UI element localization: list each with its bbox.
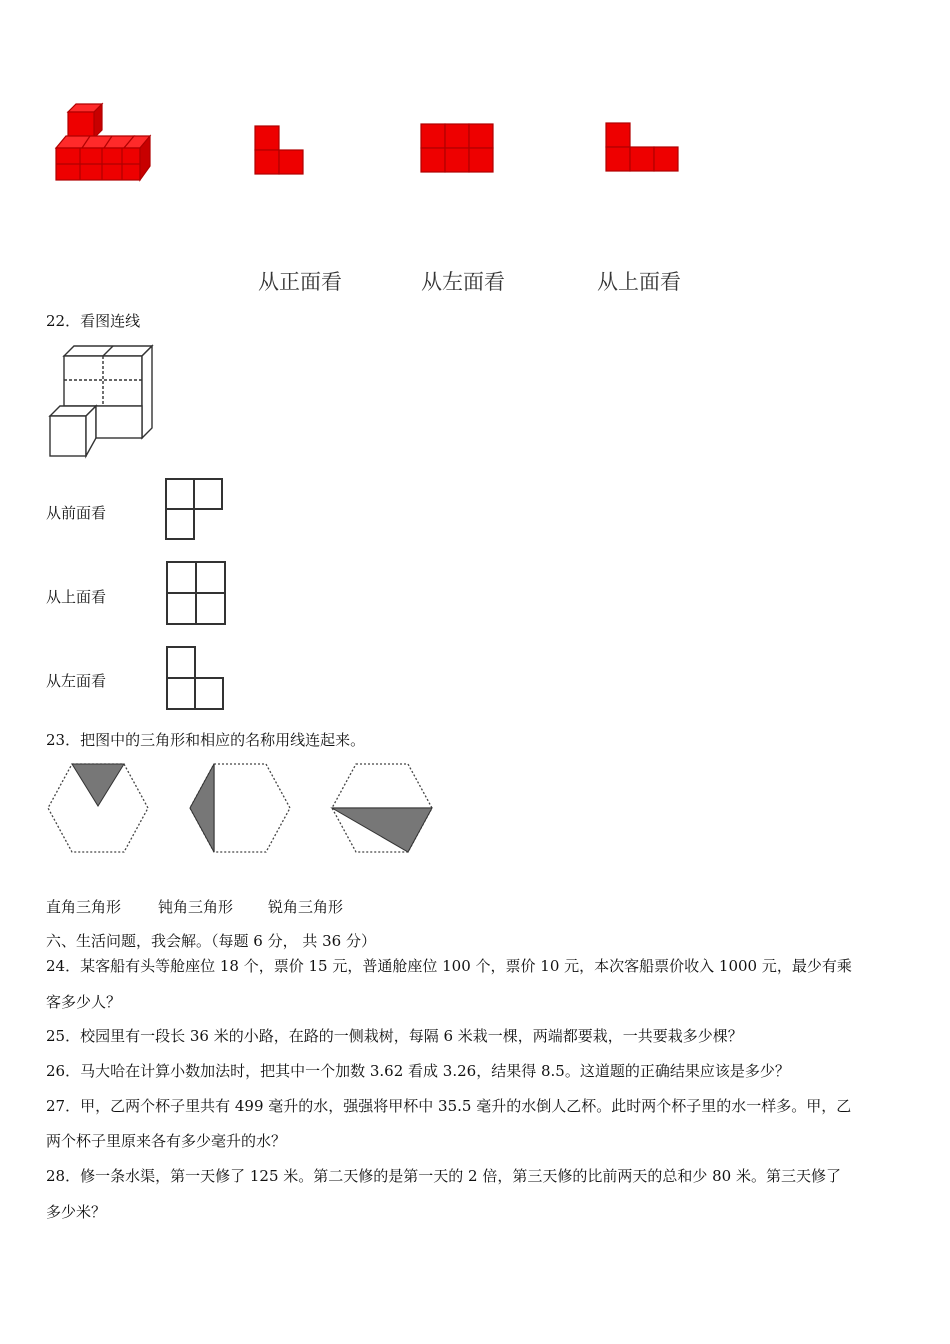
red-cube-3d-figure [50, 108, 150, 184]
q25: 25．校园里有一段长 36 米的小路，在路的一侧栽树，每隔 6 米栽一棵，两端都要栽，一共要栽多少棵？ [46, 1027, 743, 1045]
q24-line-1: 24．某客船有头等舱座位 18 个，票价 15 元，普通舱座位 100 个，票价 10 元，本次客船票价收入 1000 元，最少有乘 [46, 957, 852, 975]
hexagon-2 [188, 762, 292, 854]
label-top-view: 从上面看 [597, 270, 681, 294]
q27-line-1: 27．甲，乙两个杯子里共有 499 毫升的水，强强将甲杯中 35.5 毫升的水倒人乙杯。此时两个杯子里的水一样多。甲，乙 [46, 1097, 852, 1115]
q23-title: 23．把图中的三角形和相应的名称用线连起来。 [46, 731, 366, 749]
q22-title: 22．看图连线 [46, 312, 141, 330]
q28-line-1: 28．修一条水渠，第一天修了 125 米。第二天修的是第一天的 2 倍，第三天修的比前两天的总和少 80 米。第三天修了 [46, 1167, 841, 1185]
red-top-view [605, 122, 679, 172]
q22-view-1 [164, 477, 224, 541]
name-right-triangle: 直角三角形 [46, 898, 122, 916]
red-front-view [254, 125, 304, 175]
q28-line-2: 多少米？ [46, 1203, 107, 1221]
label-front-view: 从正面看 [258, 270, 342, 294]
q22-view-3 [165, 645, 225, 711]
hexagon-3 [330, 762, 434, 854]
hexagon-1 [46, 762, 150, 854]
triangle-shaded-3 [332, 808, 432, 852]
q22-cube-figure [46, 344, 156, 460]
q24-line-2: 客多少人？ [46, 993, 122, 1011]
label-left-view: 从左面看 [421, 270, 505, 294]
q22-label-top: 从上面看 [46, 588, 107, 606]
q22-label-left: 从左面看 [46, 672, 107, 690]
name-acute-triangle: 锐角三角形 [268, 898, 344, 916]
q26: 26．马大哈在计算小数加法时，把其中一个加数 3.62 看成 3.26，结果得 8.5。这道题的正确结果应该是多少？ [46, 1062, 790, 1080]
red-left-view [420, 123, 494, 173]
section-6-title: 六、生活问题，我会解。（每题 6 分， 共 36 分） [46, 932, 376, 950]
triangle-shaded-2 [190, 764, 214, 852]
q22-label-front: 从前面看 [46, 504, 107, 522]
q22-view-2 [165, 560, 227, 626]
name-obtuse-triangle: 钝角三角形 [158, 898, 234, 916]
triangle-shaded-1 [72, 764, 124, 806]
q27-line-2: 两个杯子里原来各有多少毫升的水？ [46, 1132, 287, 1150]
